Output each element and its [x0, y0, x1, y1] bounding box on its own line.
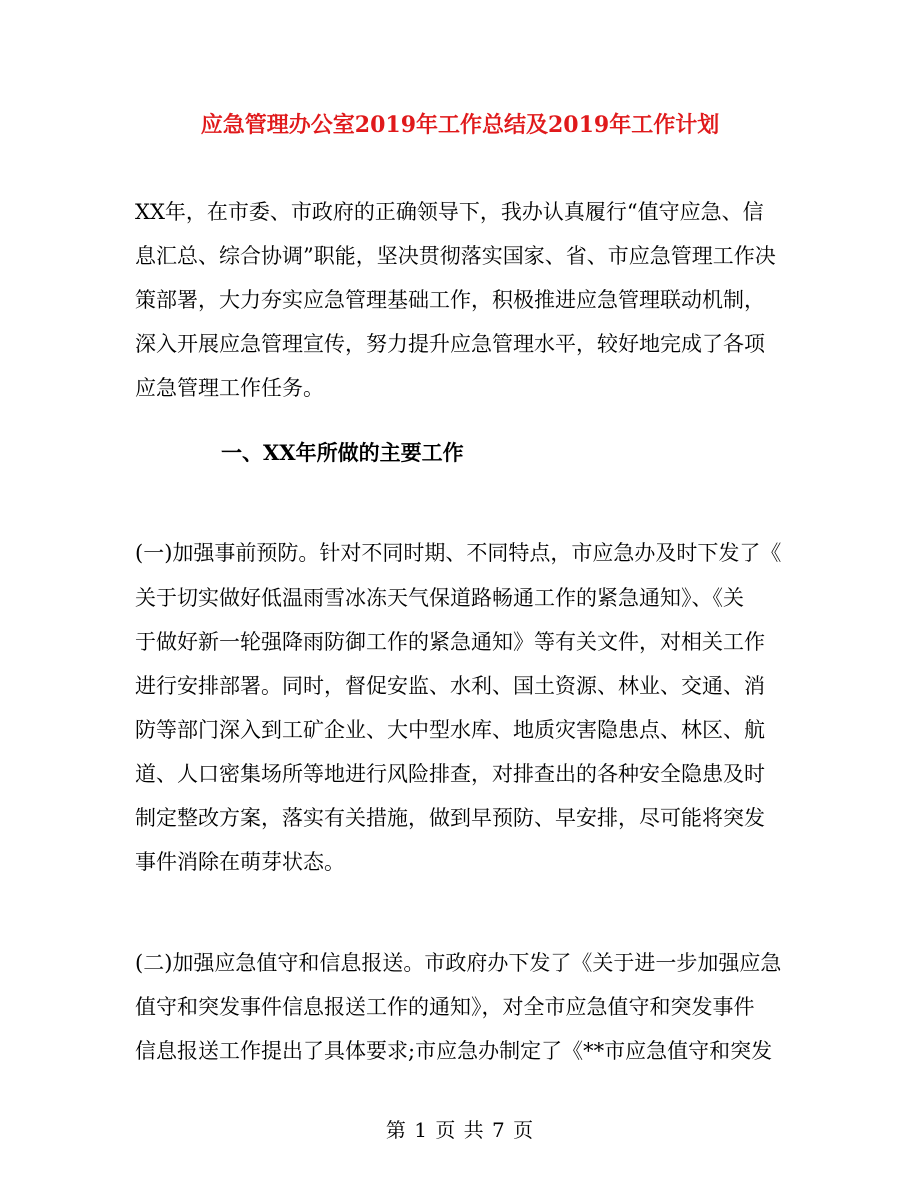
document-title: 应急管理办公室2019年工作总结及2019年工作计划: [200, 112, 720, 138]
para1-line: 进行安排部署。同时，督促安监、水利、国土资源、林业、交通、消: [135, 674, 765, 698]
para1-line: (一)加强事前预防。针对不同时期、不同特点，市应急办及时下发了《: [135, 541, 782, 565]
para1-line: 于做好新一轮强降雨防御工作的紧急通知》等有关文件，对相关工作: [135, 630, 765, 654]
section-heading: 一、XX年所做的主要工作: [221, 440, 464, 465]
intro-line: 应急管理工作任务。: [135, 376, 324, 400]
para2-line: (二)加强应急值守和信息报送。市政府办下发了《关于进一步加强应急: [135, 951, 782, 975]
para1-line: 事件消除在萌芽状态。: [135, 850, 345, 874]
para2-line: 信息报送工作提出了具体要求;市应急办制定了《**市应急值守和突发: [135, 1039, 773, 1063]
intro-line: 深入开展应急管理宣传，努力提升应急管理水平，较好地完成了各项: [135, 332, 765, 356]
para1-line: 防等部门深入到工矿企业、大中型水库、地质灾害隐患点、林区、航: [135, 718, 765, 742]
para1-line: 道、人口密集场所等地进行风险排查，对排查出的各种安全隐患及时: [135, 762, 765, 786]
page-number-footer: 第 1 页 共 7 页: [385, 1118, 535, 1142]
para2-line: 值守和突发事件信息报送工作的通知》，对全市应急值守和突发事件: [135, 995, 755, 1019]
intro-line: 策部署，大力夯实应急管理基础工作，积极推进应急管理联动机制，: [135, 288, 765, 312]
intro-line: 息汇总、综合协调”职能，坚决贯彻落实国家、省、市应急管理工作决: [135, 244, 776, 268]
para1-line: 制定整改方案，落实有关措施，做到早预防、早安排，尽可能将突发: [135, 806, 765, 830]
intro-line: XX年，在市委、市政府的正确领导下，我办认真履行“值守应急、信: [135, 200, 764, 224]
para1-line: 关于切实做好低温雨雪冰冻天气保道路畅通工作的紧急通知》、《关: [135, 586, 744, 610]
